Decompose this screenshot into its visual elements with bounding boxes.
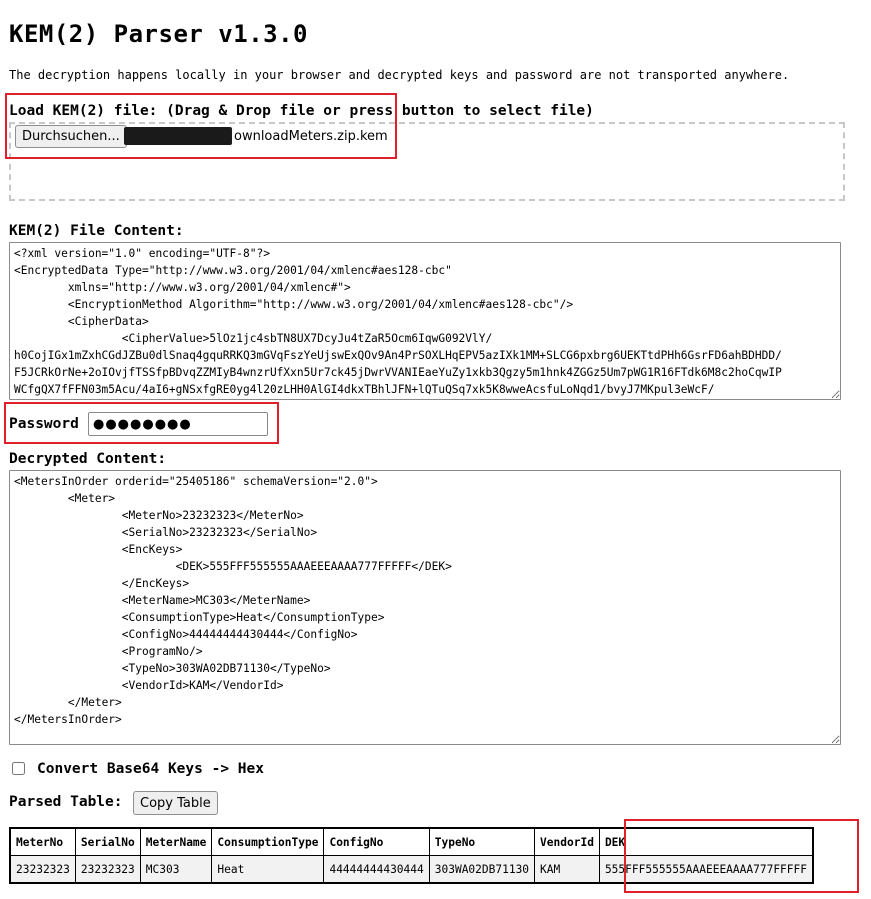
column-header: TypeNo [429,828,534,856]
column-header: ConsumptionType [212,828,324,856]
file-content-label: KEM(2) File Content: [9,223,184,239]
table-cell: MC303 [140,856,212,884]
column-header: DEK [599,828,813,856]
load-file-label: Load KEM(2) file: (Drag & Drop file or press button to select file) [9,103,594,119]
copy-table-button[interactable]: Copy Table [133,791,218,815]
highlight-box-dek [624,819,859,893]
selected-filename: ownloadMeters.zip.kem [234,129,388,144]
decrypted-content-label: Decrypted Content: [9,451,167,467]
browse-file-button[interactable]: Durchsuchen... [15,125,127,148]
column-header: VendorId [535,828,600,856]
decrypted-content-textarea[interactable] [9,470,841,745]
highlight-box-password [4,402,279,444]
privacy-note: The decryption happens locally in your browser and decrypted keys and password are not transported anywhere. [9,68,790,82]
password-label: Password [9,416,79,432]
convert-base64-label: Convert Base64 Keys -> Hex [37,761,264,777]
table-cell: 44444444430444 [324,856,429,884]
convert-base64-checkbox[interactable] [12,762,25,775]
column-header: SerialNo [75,828,140,856]
column-header: MeterName [140,828,212,856]
page-title: KEM(2) Parser v1.3.0 [9,20,308,48]
table-cell: 303WA02DB71130 [429,856,534,884]
parsed-table-label: Parsed Table: [9,794,123,810]
column-header: ConfigNo [324,828,429,856]
table-cell: 23232323 [75,856,140,884]
file-content-textarea[interactable] [9,242,841,400]
table-cell: 555FFF555555AAAEEEAAAA777FFFFF [599,856,813,884]
table-cell: KAM [535,856,600,884]
table-cell: 23232323 [10,856,75,884]
table-cell: Heat [212,856,324,884]
highlight-box-load [5,93,397,159]
column-header: MeterNo [10,828,75,856]
